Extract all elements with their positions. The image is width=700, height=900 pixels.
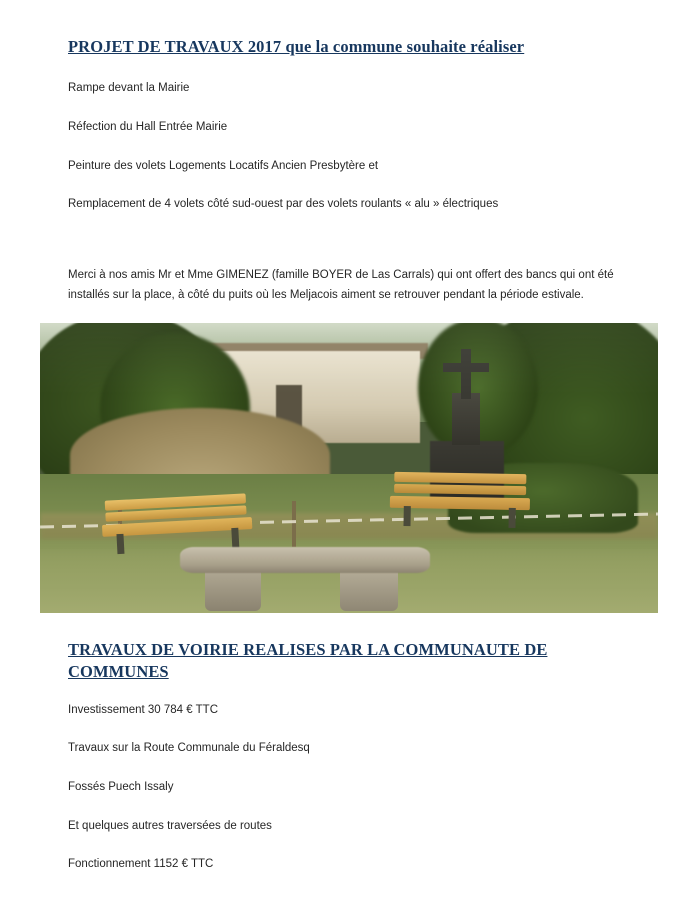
bench-leg-left <box>403 506 410 526</box>
photo-canvas <box>40 323 658 613</box>
section-title-projet-travaux: PROJET DE TRAVAUX 2017 que la commune souhaite réaliser <box>68 37 525 56</box>
photo-cross-vertical <box>461 349 471 399</box>
section1-line-1: Rampe devant la Mairie <box>68 82 190 95</box>
photo-bench-right <box>390 470 531 524</box>
section1-line-3: Peinture des volets Logements Locatifs Ancien Presbytère et <box>68 159 379 172</box>
spacer <box>68 235 628 265</box>
document-content <box>68 36 628 895</box>
section1-line-2: Réfection du Hall Entrée Mairie <box>68 120 228 133</box>
section2-line-5: Fonctionnement 1152 € TTC <box>68 858 214 871</box>
section2-line-3: Fossés Puech Issaly <box>68 781 174 794</box>
spacer <box>68 613 628 639</box>
bench-leg-right <box>231 528 239 548</box>
bench-leg-left <box>116 534 124 554</box>
section1-line-4: Remplacement de 4 volets côté sud-ouest par des volets roulants « alu » électriques <box>68 198 499 211</box>
bench-leg-right <box>508 508 515 528</box>
photo-rope-post-mid <box>292 501 296 547</box>
thanks-paragraph: Merci à nos amis Mr et Mme GIMENEZ (famille BOYER de Las Carrals) qui ont offert des bancs qui ont été installés sur la place, à côté du puits où les Meljacois aiment se retrouver pendant la période estivale. <box>68 268 614 302</box>
section2-line-4: Et quelques autres traversées de routes <box>68 819 272 832</box>
section2-line-1: Investissement 30 784 € TTC <box>68 703 218 716</box>
section2-line-2: Travaux sur la Route Communale du Féraldesq <box>68 742 310 755</box>
photo-stone-table-leg-right <box>340 567 398 611</box>
photo-monument-column <box>452 393 480 445</box>
photo-stone-table-top <box>180 547 430 573</box>
photo-stone-table-leg-left <box>205 567 261 611</box>
village-square-photo <box>40 323 658 613</box>
bench-backrest-bottom <box>394 484 526 495</box>
bench-backrest-top <box>394 472 526 484</box>
section-title-travaux-voirie: TRAVAUX DE VOIRIE REALISES PAR LA COMMUNAUTE DE COMMUNES <box>68 640 548 682</box>
photo-cross-horizontal <box>443 363 489 372</box>
